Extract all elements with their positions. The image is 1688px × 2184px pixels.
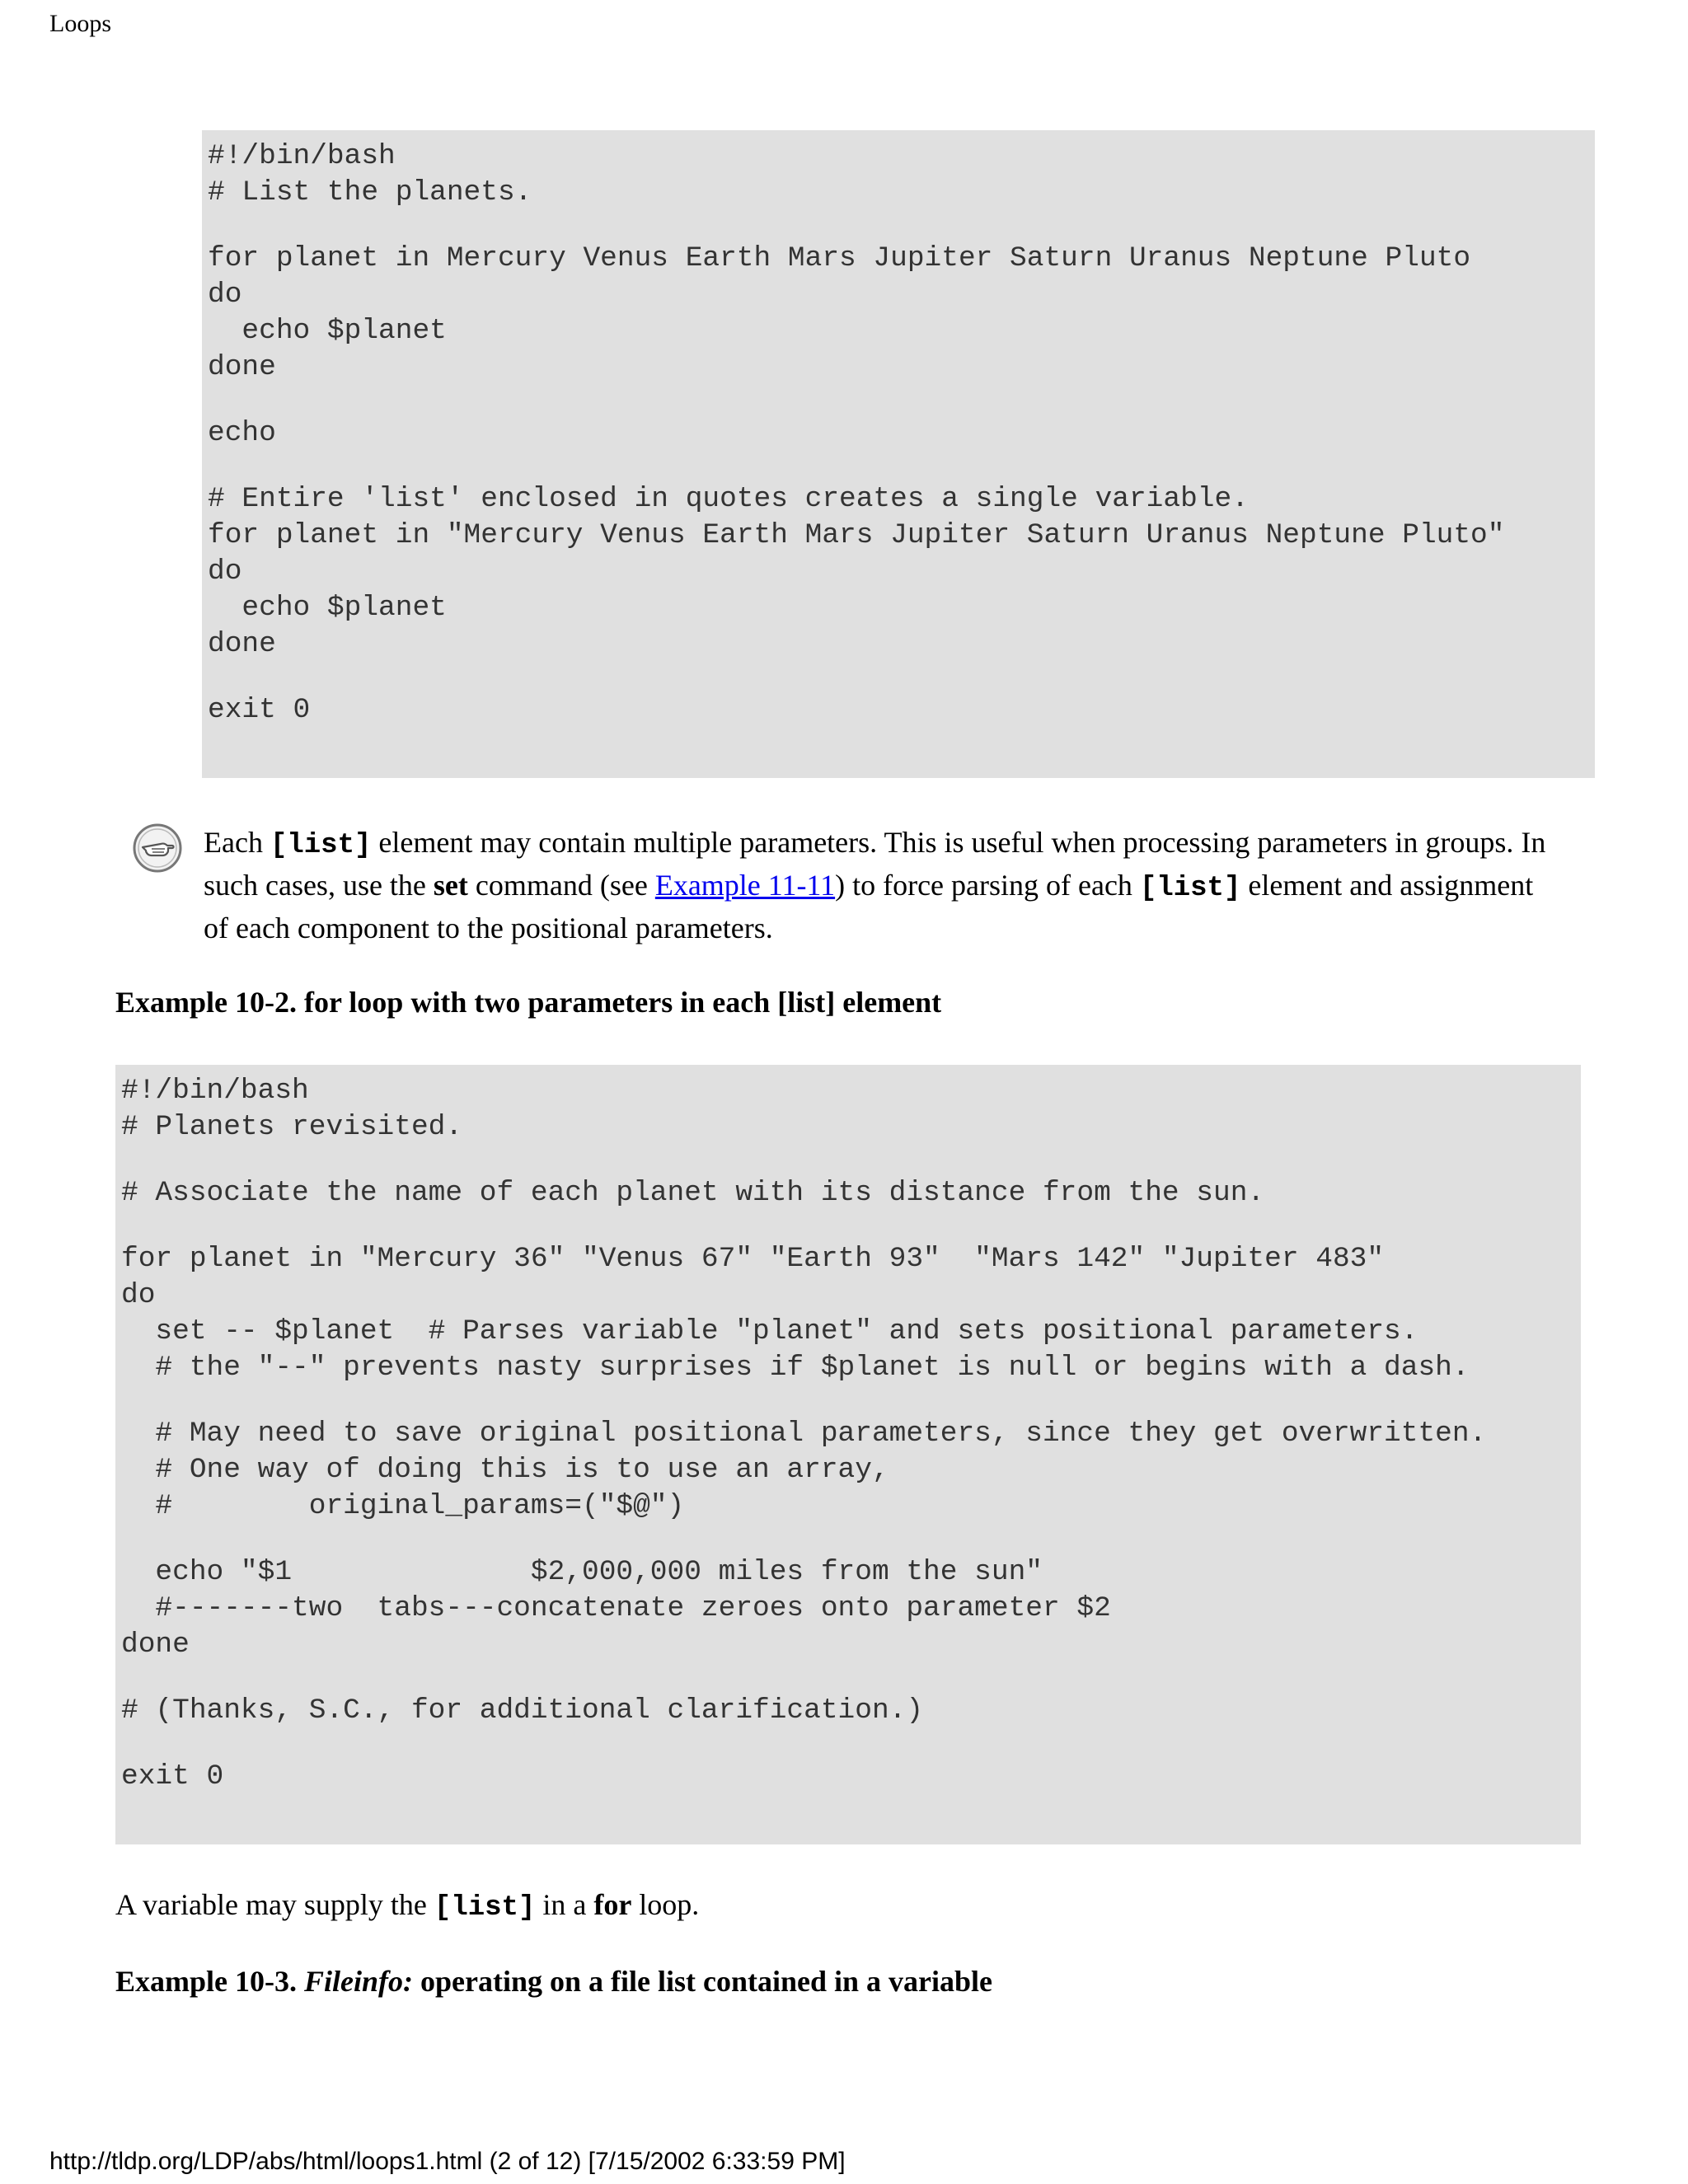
code-line: done: [208, 351, 276, 383]
example-10-3-title: [115, 1964, 992, 1999]
code-line: #!/bin/bash: [208, 140, 396, 172]
code-line: exit 0: [121, 1760, 224, 1793]
code-line: exit 0: [208, 694, 311, 726]
pointing-hand-note-icon: [132, 823, 183, 874]
code-blank-line: [208, 211, 1595, 241]
code-line: # List the planets.: [208, 176, 532, 209]
fileinfo-name: Fileinfo:: [304, 1965, 413, 1998]
code-blank-line: [121, 1729, 1581, 1759]
note-text-part: element may contain multiple parameters. This is useful when processing parameters in groups. In such cases, use the: [204, 826, 1546, 902]
para-text-part: loop.: [631, 1888, 700, 1921]
para-text-part: A variable may supply the: [115, 1888, 434, 1921]
code-line: # Associate the name of each planet with its distance from the sun.: [121, 1177, 1265, 1209]
code-line: # (Thanks, S.C., for additional clarification.): [121, 1694, 924, 1727]
code-blank-line: [121, 1525, 1581, 1554]
code-line: echo $planet: [208, 315, 447, 347]
code-blank-line: [208, 452, 1595, 481]
code-blank-line: [121, 1663, 1581, 1693]
code-blank-line: [208, 386, 1595, 415]
code-block-planets-revisited: [115, 1065, 1581, 1844]
code-line: #-------two tabs---concatenate zeroes onto parameter $2: [121, 1592, 1111, 1624]
example-10-2-title: Example 10-2. for loop with two parameters in each [list] element: [115, 986, 942, 1019]
code-line: for planet in "Mercury 36" "Venus 67" "Earth 93" "Mars 142" "Jupiter 483": [121, 1243, 1385, 1275]
code-line: do: [208, 555, 242, 588]
code-line: set -- $planet # Parses variable "planet" and sets positional parameters.: [121, 1315, 1418, 1347]
code-line: #!/bin/bash: [121, 1075, 309, 1107]
list-token: [list]: [434, 1892, 536, 1924]
code-line: # Planets revisited.: [121, 1111, 463, 1143]
note-text: [204, 823, 1555, 948]
code-line: # Entire 'list' enclosed in quotes creates a single variable.: [208, 483, 1249, 515]
code-line: # the "--" prevents nasty surprises if $planet is null or begins with a dash.: [121, 1352, 1470, 1384]
code-line: # One way of doing this is to use an array,: [121, 1454, 889, 1486]
example-title-prefix: Example 10-3.: [115, 1965, 304, 1998]
para-text-part: in a: [535, 1888, 594, 1921]
code-blank-line: [208, 663, 1595, 692]
code-block-list-planets: [202, 130, 1595, 778]
code-blank-line: [121, 1386, 1581, 1416]
code-line: for planet in Mercury Venus Earth Mars Jupiter Saturn Uranus Neptune Pluto: [208, 242, 1471, 274]
set-command-word: set: [433, 869, 468, 902]
list-token: [list]: [270, 830, 372, 861]
page-header-title: Loops: [49, 10, 111, 37]
list-token: [list]: [1139, 873, 1241, 904]
note-box: [132, 823, 1582, 946]
code-blank-line: [121, 1212, 1581, 1241]
note-text-part: Each: [204, 826, 270, 859]
example-title-suffix: operating on a file list contained in a variable: [413, 1965, 993, 1998]
footer-url: http://tldp.org/LDP/abs/html/loops1.html (2 of 12) [7/15/2002 6:33:59 PM]: [49, 2148, 846, 2175]
code-line: echo: [208, 417, 276, 449]
code-line: do: [121, 1279, 156, 1311]
code-line: done: [121, 1629, 190, 1661]
note-text-part: ) to force parsing of each: [835, 869, 1140, 902]
for-keyword: for: [593, 1888, 632, 1921]
code-line: do: [208, 279, 242, 311]
code-line: # May need to save original positional parameters, since they get overwritten.: [121, 1418, 1487, 1450]
code-blank-line: [121, 1146, 1581, 1175]
note-text-part: element and assignment of each component to the positional parameters.: [204, 869, 1534, 944]
code-line: for planet in "Mercury Venus Earth Mars Jupiter Saturn Uranus Neptune Pluto": [208, 519, 1505, 551]
example-11-11-link[interactable]: Example 11-11: [654, 869, 836, 902]
note-text-part: command (see: [467, 869, 655, 902]
variable-list-paragraph: [115, 1887, 699, 1924]
code-line: # original_params=("$@"): [121, 1490, 685, 1522]
code-line: done: [208, 628, 276, 660]
code-line: echo $planet: [208, 592, 447, 624]
code-line: echo "$1 $2,000,000 miles from the sun": [121, 1556, 1043, 1588]
